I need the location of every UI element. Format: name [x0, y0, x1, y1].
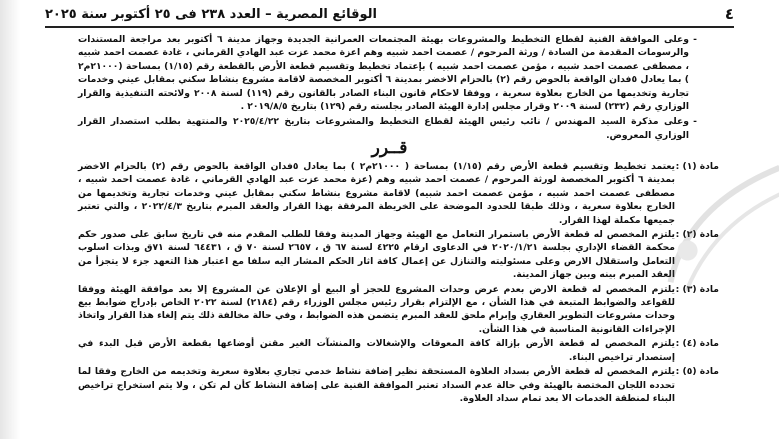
intro-paragraph-2: - وعلى مذكرة السيد المهندس / نائب رئيس الهيئة لقطاع التخطيط والمشروعات بتاريخ ٢٠٢٥/٤/٢٢ والمنتهية بطلب استصدار القرار الوزاري المعروض. — [78, 115, 697, 142]
scan-shadow — [0, 0, 20, 439]
header-rule — [45, 26, 734, 28]
article-text: يلتزم المخصص له قطعة الارض بعدم عرض وحدات المشروع للحجز أو البيع أو الإعلان عن المشروع إلا بعد موافقة الهيئة ووفقا للقواعد والضوابط المتبعة في هذا الشأن ، مع الإلتزام بقرار رئيس مجلس الوزراء رقم (٢١٨٤) لسنة ٢٠٢٢ الخاص بإدراج ضوابط بيع وحدات مشروعات التطوير العقاري وإبرام ملحق للعقد المبرم يتضمن هذه الضوابط ، وفي حالة مخالفة ذلك يتم إلغاء هذا القرار واتخاذ الإجراءات القانونية المناسبة في هذا الشأن. — [78, 283, 675, 335]
article-5 — [78, 365, 719, 405]
article-label: مادة (٢) : — [675, 229, 719, 241]
article-text: يلتزم المخصص له قطعة الأرض باستمرار التعامل مع الهيئة وجهاز المدينة وفقا للطلب المقدم منه في تاريخ سابق على صدور حكم محكمة القضاء الإداري بجلسة ٢٠٢٠/١/٢١ في الدعاوى ارقام ٤٢٢٥ لسنة ٦٧ ق ، ٢٦٥٧ لسنة ٧٠ ق ، ٦٤٤٣١ لسنة ٧١ق وبذات اسلوب التعامل واستقلال الارض وعلى مسئوليته والتنازل عن إعمال كافة اثار الحكم المشار اليه سلفا مع اعتبار هذا التعهد جزء لا يتجزأ من العقد المبرم بينه وبين جهاز المدينة. — [78, 229, 675, 281]
intro-paragraph-1: - وعلى الموافقة الفنية لقطاع التخطيط والمشروعات بهيئة المجتمعات العمرانية الجديدة وجهاز مدينة ٦ أكتوبر بعد مراجعة المستندات والرسومات المقدمة من السادة / ورثة المرحوم / عصمت احمد شبيه وهم اعزة محمد عزت عبد الهادي القرماني ، غادة عصمت احمد شبيه ، مصطفى عصمت احمد شبيه ، مؤمن عصمت احمد شبيه ) بإعتماد تخطيط وتقسيم قطعة الأرض بالقطعة رقم (١/١٥) بمساحة (٢١٠٠٠م٢ ) بما يعادل ٥فدان الواقعة بالحوض رقم (٢) بالحزام الاخضر بمدينة ٦ أكتوبر المخصصة لاقامة مشروع بنشاط سكني بمقابل عيني وخدمات تجارية وتخديمها من الخارج بعلاوة سعرية ، ووفقا لاحكام قانون البناء الصادر بالقانون رقم (١١٩) لسنة ٢٠٠٨ ولائحته التنفيذية والقرار الوزاري رقم (٢٣٢) لسنة ٢٠٠٩ وقرار مجلس إدارة الهيئة الصادر بجلسته رقم (١٢٩) بتاريخ ٢٠١٩/٨/٥ . — [78, 33, 697, 113]
article-label: مادة (٤) : — [675, 338, 719, 350]
article-label: مادة (٣) : — [675, 283, 719, 295]
article-text: يلتزم المخصص له قطعة الأرض بسداد العلاوة المستحقة نظير إضافة نشاط خدمي تجاري بعلاوة سعرية وتخديمه من الخارج وفقا لما تحدده اللجان المختصة بالهيئة وفي حالة عدم السداد تعتبر الموافقة الفنية على إضافة النشاط كأن لم تكن ، ولا يتم استخراج تراخيص البناء لمنطقة الخدمات الا بعد تمام سداد العلاوة. — [78, 366, 675, 404]
intro-section — [78, 33, 697, 144]
header-title: الوقائع المصرية – العدد ٢٣٨ فى ٢٥ أكتوبر سنة ٢٠٢٥ — [45, 6, 377, 22]
article-4 — [78, 337, 719, 364]
decree-title: قــرر — [371, 138, 408, 158]
article-text: يلتزم المخصص له قطعة الأرض بإزالة كافة المعوقات والإشغالات والمنشآت الغير مقنن أوضاعها بقطعة الأرض قبل البدء في إستصدار تراخيص البناء. — [78, 338, 675, 363]
articles-list — [78, 160, 719, 406]
page-number: ٤ — [724, 5, 734, 23]
article-text: يعتمد تخطيط وتقسيم قطعة الأرض رقم (١/١٥) بمساحة ( ٢١٠٠٠م٢ ) بما يعادل ٥فدان الواقعة بالحوض رقم (٢) بالحزام الاخضر بمدينة ٦ أكتوبر المخصصة لورثة المرحوم / عصمت احمد شبيه وهم (عزة محمد عزت عبد الهادي القرماني ، غادة عصمت احمد شبيه ، مصطفى عصمت احمد شبيه ، مؤمن عصمت احمد شبيه) لاقامة مشروع بنشاط سكني بمقابل عيني وخدمات تجارية وتخديمها من الخارج بعلاوة سعرية ، وذلك طبقا للحدود الموضحة على الخريطة المرفقة بهذا القرار والعقد المبرم بتاريخ ٢٠٢٢/٤/٣ ، والتي تعتبر جميعها مكملة لهذا القرار. — [78, 161, 675, 226]
article-1 — [78, 160, 719, 227]
article-label: مادة (٥) : — [675, 366, 719, 378]
page-header — [45, 4, 734, 24]
article-label: مادة (١) : — [675, 161, 719, 172]
article-2 — [78, 228, 719, 282]
article-3 — [78, 283, 719, 337]
